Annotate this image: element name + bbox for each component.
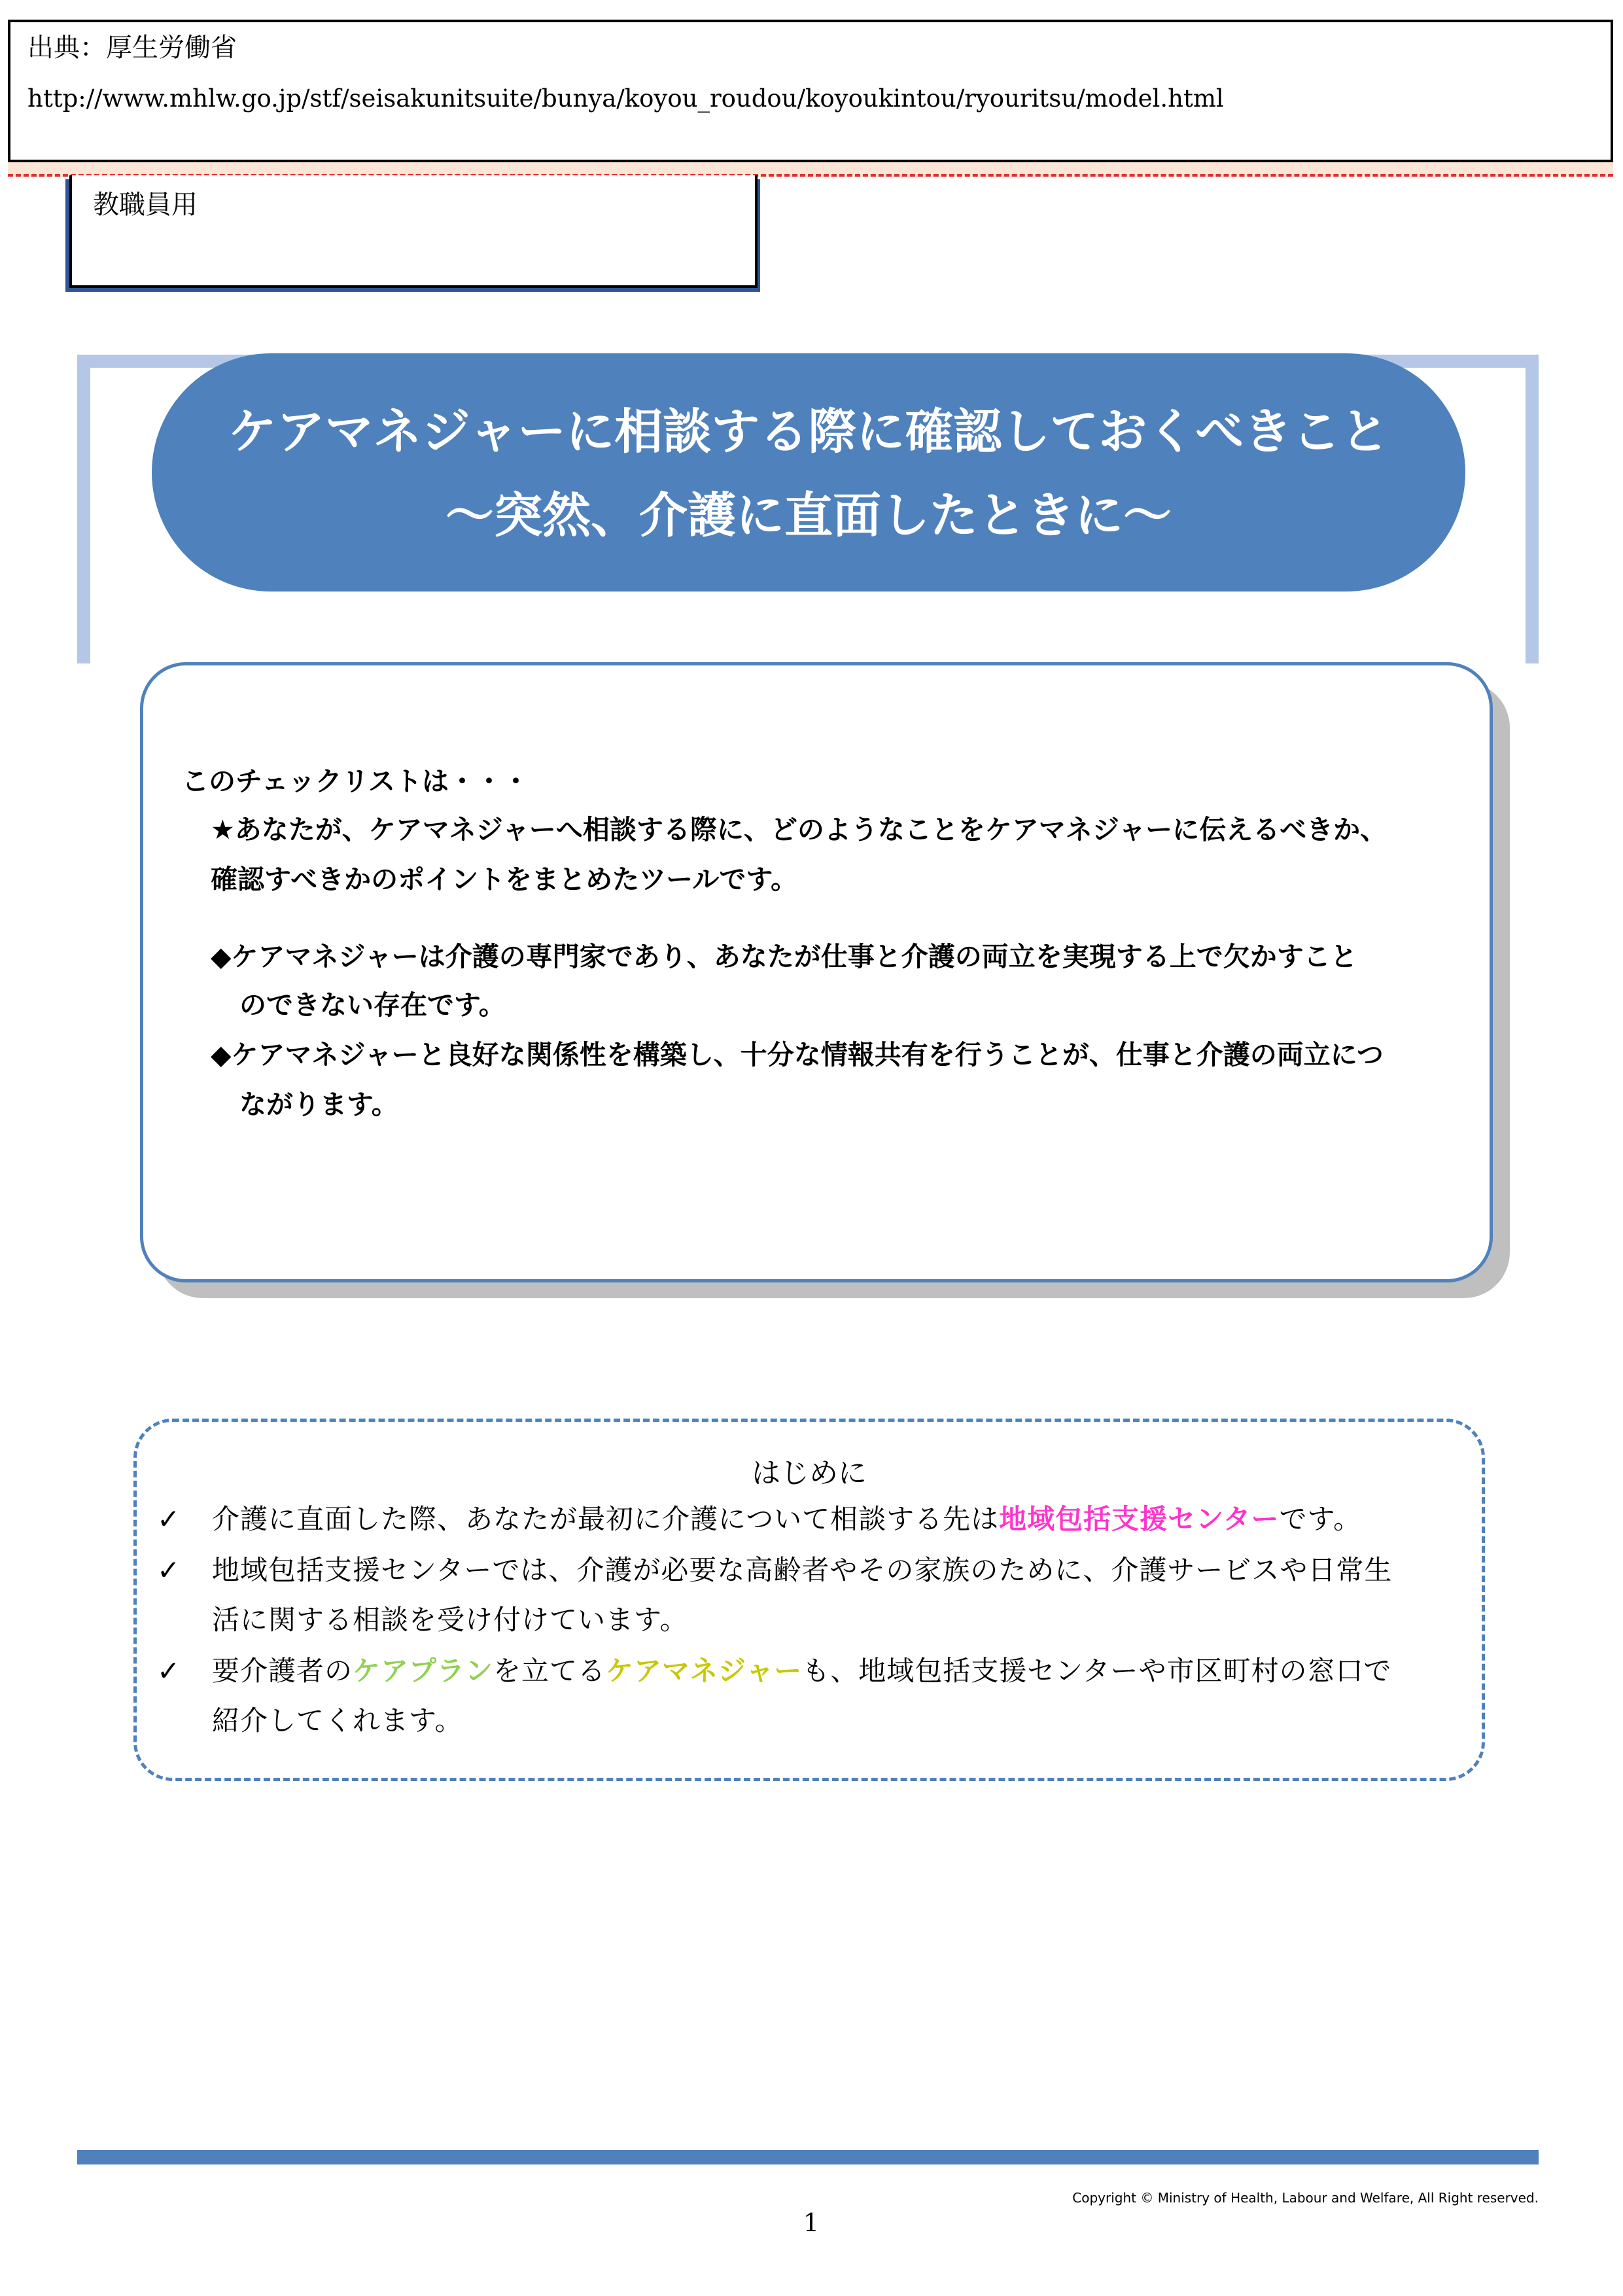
intro-item3-text: 要介護者の — [212, 1655, 353, 1687]
intro-item1-end: です。 — [1279, 1503, 1362, 1535]
source-label: 出典：厚生労働省 — [27, 33, 237, 63]
checklist-star-line2: 確認すべきかのポイントをまとめたツールです。 — [211, 864, 798, 895]
source-url: http://www.mhlw.go.jp/stf/seisakunitsuite/bunya/koyou_roudou/koyoukintou/ryouritsu/model.html — [27, 84, 1224, 113]
checklist-intro: このチェックリストは・・・ — [182, 766, 529, 797]
intro-heading: はじめに — [752, 1457, 867, 1490]
intro-item2-line2: 活に関する相談を受け付けています。 — [212, 1604, 688, 1636]
title-pill — [152, 353, 1465, 592]
intro-item3-mid: を立てる — [493, 1655, 606, 1687]
highlight-care-plan: ケアプラン — [353, 1655, 494, 1687]
check-mark-icon: ✓ — [157, 1655, 181, 1687]
staff-label: 教職員用 — [93, 190, 198, 220]
intro-item2-line1: 地域包括支援センターでは、介護が必要な高齢者やその家族のために、介護サービスや日常生 — [212, 1554, 1393, 1586]
intro-item3-line1 — [212, 1651, 1392, 1691]
page-title: ケアマネジャーに相談する際に確認しておくべきこと — [228, 404, 1389, 460]
checklist-diamond1-line2: のできない存在です。 — [239, 989, 506, 1021]
intro-item1-text: 介護に直面した際、あなたが最初に介護について相談する先は — [212, 1503, 1000, 1535]
checklist-diamond1-line1: ◆ケアマネジャーは介護の専門家であり、あなたが仕事と介護の両立を実現する上で欠かすこと — [211, 941, 1357, 972]
page-subtitle: ～突然、介護に直面したときに～ — [445, 487, 1172, 544]
checklist-diamond2-line2: ながります。 — [239, 1089, 398, 1120]
page-number: 1 — [803, 2208, 820, 2237]
footer-bar — [77, 2150, 1539, 2164]
intro-item3-end: も、地域包括支援センターや市区町村の窓口で — [802, 1655, 1392, 1687]
checklist-star-line1: ★あなたが、ケアマネジャーへ相談する際に、どのようなことをケアマネジャーに伝えるべきか、 — [211, 814, 1387, 845]
check-mark-icon: ✓ — [157, 1554, 181, 1586]
intro-item1 — [212, 1500, 1361, 1539]
checklist-diamond2-line1: ◆ケアマネジャーと良好な関係性を構築し、十分な情報共有を行うことが、仕事と介護の両立につ — [211, 1039, 1384, 1070]
highlight-care-manager: ケアマネジャー — [606, 1655, 803, 1687]
intro-item3-line2: 紹介してくれます。 — [212, 1704, 463, 1737]
copyright-text: Copyright © Ministry of Health, Labour and Welfare, All Right reserved. — [1072, 2190, 1539, 2206]
check-mark-icon: ✓ — [157, 1503, 181, 1535]
highlight-chiiki-center: 地域包括支援センター — [999, 1503, 1280, 1535]
source-box-dashed-edge — [8, 162, 1613, 177]
